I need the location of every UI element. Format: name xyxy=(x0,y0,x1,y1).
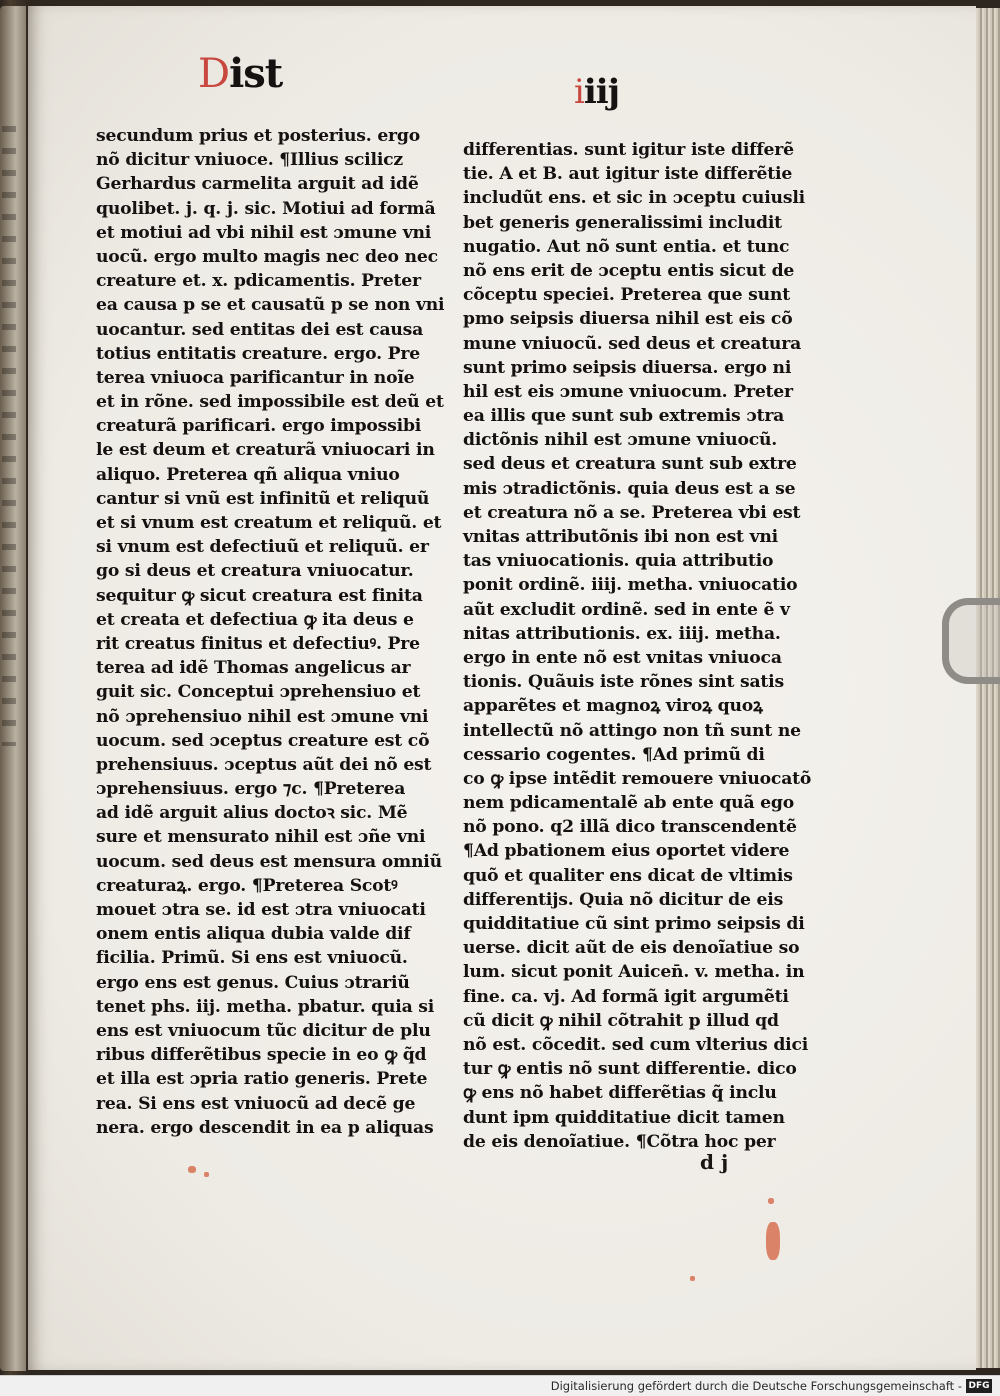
text-line: ꝙ ens nõ habet differẽtias q̃ inclu xyxy=(463,1083,777,1104)
text-line: et si vnum est creatum et reliquũ. et xyxy=(96,513,442,533)
running-head-left-text: ist xyxy=(229,50,283,97)
text-line: sure et mensurato nihil est ɔñe vni xyxy=(96,827,426,848)
text-line: sed deus et creatura sunt sub extre xyxy=(463,454,797,475)
red-stain xyxy=(766,1222,780,1260)
text-line: et in rõne. sed impossibile est deũ et xyxy=(96,392,444,413)
text-line: nõ est. cõcedit. sed cum vlterius dici xyxy=(463,1034,809,1055)
dfg-logo: DFG xyxy=(966,1379,992,1393)
text-line: ea causa p se et causatũ p se non vni xyxy=(96,295,445,316)
text-line: cessario cogentes. ¶Ad primũ di xyxy=(463,744,765,765)
text-line: nõ ens erit de ɔceptu entis sicut de xyxy=(463,260,795,281)
text-line: includũt ens. et sic in ɔceptu cuiusli xyxy=(463,188,805,209)
text-column-right xyxy=(463,138,812,1154)
text-line: ponit ordinẽ. iiij. metha. vniuocatio xyxy=(463,575,798,596)
text-line: ɔprehensiuus. ergo ⁊c. ¶Preterea xyxy=(96,779,406,800)
text-line: secundum prius et posterius. ergo xyxy=(96,126,420,146)
text-line: differentias. sunt igitur iste differẽ xyxy=(463,140,794,160)
red-stain xyxy=(204,1172,209,1177)
red-stain xyxy=(768,1198,774,1204)
text-line: rea. Si ens est vniuocũ ad decẽ ge xyxy=(96,1093,416,1114)
text-line: prehensiuus. ɔceptus aũt dei nõ est xyxy=(96,754,432,775)
text-line: nem pdicamentalẽ ab ente quã ego xyxy=(463,793,794,814)
text-line: apparẽtes et magnoꝝ viroꝝ quoꝝ xyxy=(463,696,763,717)
text-line: go si deus et creatura vniuocatur. xyxy=(96,561,414,582)
text-line: uocum. sed deus est mensura omniũ xyxy=(96,851,442,872)
text-line: tas vniuocationis. quia attributio xyxy=(463,551,774,572)
text-line: ad idẽ arguit alius doctoꝛ sic. Mẽ xyxy=(96,803,408,824)
text-line: cantur si vnũ est infinitũ et reliquũ xyxy=(96,488,430,509)
text-line: ea illis que sunt sub extremis ɔtra xyxy=(463,406,785,427)
text-line: nõ dicitur vniuoce. ¶Illius scilicz xyxy=(96,150,403,171)
text-line: uocũ. ergo multo magis nec deo nec xyxy=(96,246,438,267)
text-line: tenet phs. iij. metha. pbatur. quia si xyxy=(96,996,435,1017)
text-line: differentijs. Quia nõ dicitur de eis xyxy=(463,889,784,910)
text-line: mouet ɔtra se. id est ɔtra vniuocati xyxy=(96,900,426,920)
text-line: bet generis generalissimi includit xyxy=(463,212,782,233)
text-line: et creata et defectiua ꝙ ita deus e xyxy=(96,609,414,630)
text-line: ergo in ente nõ est vnitas vniuoca xyxy=(463,647,782,668)
text-line: lum. sicut ponit Auicen̄. v. metha. in xyxy=(463,962,805,983)
text-line: nitas attributionis. ex. iiij. metha. xyxy=(463,623,781,644)
text-line: cõceptu speciei. Preterea que sunt xyxy=(463,285,790,306)
text-line: pmo seipsis diuersa nihil est eis cõ xyxy=(463,309,793,330)
text-line: quolibet. j. q. j. sic. Motiui ad formã xyxy=(96,198,436,219)
text-line: ¶Ad pbationem eius oportet videre xyxy=(463,841,790,862)
running-head-right-text: iij xyxy=(583,72,620,112)
text-line: terea vniuoca parificantur in noĩe xyxy=(96,367,415,388)
text-line: guit sic. Conceptui ɔprehensiuo et xyxy=(96,682,421,703)
red-stain xyxy=(690,1276,695,1281)
text-line: aũt excludit ordinẽ. sed in ente ẽ v xyxy=(463,599,790,620)
running-head-right xyxy=(574,72,619,112)
text-line: dictõnis nihil est ɔmune vniuocũ. xyxy=(463,430,778,451)
text-line: tionis. Quãuis iste rõnes sint satis xyxy=(463,672,784,693)
text-line: co ꝙ ipse intẽdit remouere vniuocatõ xyxy=(463,768,812,789)
running-head-left xyxy=(198,50,282,97)
text-line: mune vniuocũ. sed deus et creatura xyxy=(463,333,801,354)
text-line: et illa est ɔpria ratio generis. Prete xyxy=(96,1069,428,1090)
text-line: intellectũ nõ attingo non tñ sunt ne xyxy=(463,720,801,741)
text-line: onem entis aliqua dubia valde dif xyxy=(96,924,411,945)
text-line: totius entitatis creature. ergo. Pre xyxy=(96,343,420,364)
text-line: creaturaꝝ. ergo. ¶Preterea Scotꝰ xyxy=(96,875,398,896)
left-page-text-fragment xyxy=(2,126,16,746)
text-line: fine. ca. vj. Ad formã igit argumẽti xyxy=(463,986,789,1007)
text-line: de eis denoĩatiue. ¶Cõtra hoc per xyxy=(463,1131,776,1152)
text-line: et creatura nõ a se. Preterea vbi est xyxy=(463,502,801,523)
text-column-left xyxy=(96,124,445,1140)
text-line: uocantur. sed entitas dei est causa xyxy=(96,319,424,340)
text-line: mis ɔtradictõnis. quia deus est a se xyxy=(463,478,796,499)
text-line: si vnum est defectiuũ et reliquũ. er xyxy=(96,537,429,558)
text-line: tur ꝙ entis nõ sunt differentie. dico xyxy=(463,1059,797,1080)
text-line: quõ et qualiter ens dicat de vltimis xyxy=(463,865,793,886)
text-line: uocum. sed ɔceptus creature est cõ xyxy=(96,730,430,751)
page-clip xyxy=(942,598,1000,684)
text-line: ribus differẽtibus specie in eo ꝙ q̃d xyxy=(96,1045,427,1066)
rubric-initial: i xyxy=(574,72,584,112)
text-line: quidditatiue cũ sint primo seipsis di xyxy=(463,914,805,934)
rubric-initial: D xyxy=(198,51,230,97)
red-stain xyxy=(188,1166,196,1173)
text-line: ens est vniuocum tũc dicitur de plu xyxy=(96,1020,431,1041)
text-line: ficilia. Primũ. Si ens est vniuocũ. xyxy=(96,948,408,969)
footer-credit: Digitalisierung gefördert durch die Deutsche Forschungsgemeinschaft - xyxy=(550,1379,962,1393)
text-line: creature et. x. pdicamentis. Preter xyxy=(96,271,421,292)
text-line: aliquo. Preterea qñ aliqua vniuo xyxy=(96,464,400,485)
text-line: ergo ens est genus. Cuius ɔtrariũ xyxy=(96,972,410,993)
text-line: nera. ergo descendit in ea p aliquas xyxy=(96,1117,434,1138)
text-line: terea ad idẽ Thomas angelicus ar xyxy=(96,658,411,679)
text-line: hil est eis ɔmune vniuocum. Preter xyxy=(463,381,793,402)
text-line: tie. A et B. aut igitur iste differẽtie xyxy=(463,164,793,185)
text-line: nõ ɔprehensiuo nihil est ɔmune vni xyxy=(96,706,429,727)
signature-mark: d j xyxy=(700,1150,729,1174)
text-line: nõ pono. q2 illã dico transcendentẽ xyxy=(463,817,797,838)
left-page-edge xyxy=(0,6,26,1371)
text-line: sequitur ꝙ sicut creatura est finita xyxy=(96,585,423,606)
text-line: dunt ipm quidditatiue dicit tamen xyxy=(463,1107,785,1128)
text-line: et motiui ad vbi nihil est ɔmune vni xyxy=(96,222,432,243)
text-line: creaturã parificari. ergo impossibi xyxy=(96,416,422,437)
text-line: Gerhardus carmelita arguit ad idẽ xyxy=(96,174,419,195)
text-line: sunt primo seipsis diuersa. ergo ni xyxy=(463,357,792,378)
text-line: rit creatus finitus et defectiuꝰ. Pre xyxy=(96,633,420,654)
text-line: le est deum et creaturã vniuocari in xyxy=(96,440,435,461)
text-line: cũ dicit ꝙ nihil cõtrahit p illud qd xyxy=(463,1010,779,1031)
text-line: vnitas attributõnis ibi non est vni xyxy=(463,527,778,547)
footer-bar xyxy=(0,1375,1000,1396)
text-line: uerse. dicit aũt de eis denoĩatiue so xyxy=(463,938,800,959)
text-line: nugatio. Aut nõ sunt entia. et tunc xyxy=(463,236,790,257)
